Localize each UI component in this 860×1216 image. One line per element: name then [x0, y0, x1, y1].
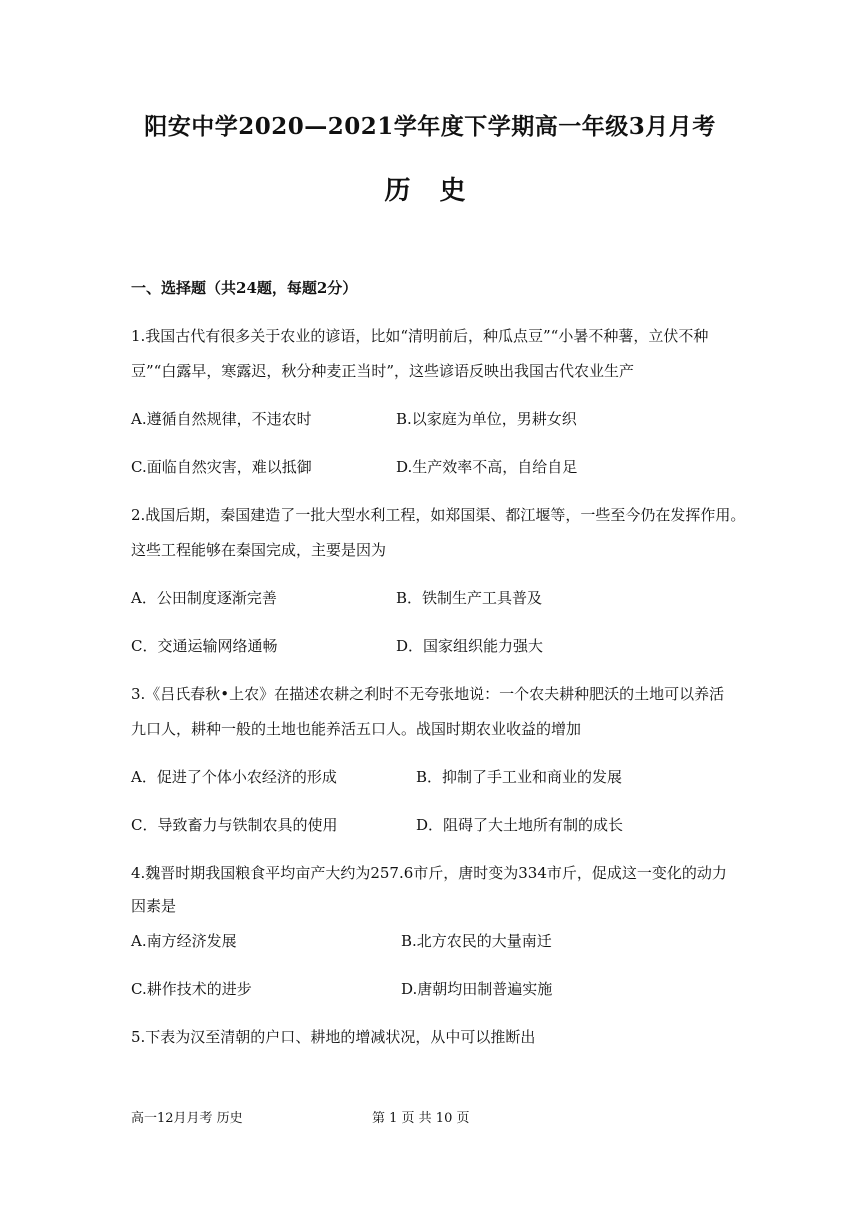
question-2-option-d: D．国家组织能力强大	[396, 637, 544, 655]
question-1-line-1: 1.我国古代有很多关于农业的谚语，比如“清明前后，种瓜点豆”“小暑不种薯，立伏不种	[131, 327, 709, 345]
footer-page-number: 第 1 页 共 10 页	[372, 1111, 470, 1126]
question-1-option-a: A.遵循自然规律，不违农时	[131, 410, 312, 428]
question-3-option-d: D．阻碍了大土地所有制的成长	[416, 816, 624, 834]
question-2-option-b: B．铁制生产工具普及	[396, 589, 543, 607]
question-1-option-b: B.以家庭为单位，男耕女织	[396, 410, 577, 428]
exam-title: 阳安中学2020—2021学年度下学期高一年级3月月考	[144, 113, 716, 140]
question-2-option-a: A．公田制度逐渐完善	[131, 589, 277, 607]
question-1-option-d: D.生产效率不高，自给自足	[396, 458, 578, 476]
question-1-line-2: 豆”“白露早，寒露迟，秋分种麦正当时”，这些谚语反映出我国古代农业生产	[131, 362, 635, 380]
question-1-option-c: C.面临自然灾害，难以抵御	[131, 458, 312, 476]
question-3-line-2: 九口人，耕种一般的土地也能养活五口人。战国时期农业收益的增加	[131, 720, 582, 738]
question-5-line-1: 5.下表为汉至清朝的户口、耕地的增减状况，从中可以推断出	[131, 1028, 536, 1046]
question-3-option-a: A．促进了个体小农经济的形成	[131, 768, 337, 786]
question-2-line-2: 这些工程能够在秦国完成，主要是因为	[131, 541, 387, 559]
question-4-option-a: A.南方经济发展	[131, 932, 237, 950]
subject-title: 历 史	[384, 176, 476, 206]
question-4-option-b: B.北方农民的大量南迁	[401, 932, 552, 950]
question-2-line-1: 2.战国后期，秦国建造了一批大型水利工程，如郑国渠、都江堰等，一些至今仍在发挥作用。	[131, 506, 746, 524]
footer-exam-label: 高一12月月考 历史	[131, 1111, 243, 1126]
question-4-option-c: C.耕作技术的进步	[131, 980, 252, 998]
question-3-option-c: C．导致畜力与铁制农具的使用	[131, 816, 338, 834]
section-heading: 一、选择题（共24题，每题2分）	[131, 279, 358, 297]
question-3-line-1: 3.《吕氏春秋•上农》在描述农耕之利时不无夸张地说：一个农夫耕种肥沃的土地可以养活	[131, 685, 725, 703]
question-4-line-2: 因素是	[131, 897, 177, 915]
question-4-option-d: D.唐朝均田制普遍实施	[401, 980, 553, 998]
question-4-line-1: 4.魏晋时期我国粮食平均亩产大约为257.6市斤，唐时变为334市斤，促成这一变化的动力	[131, 864, 727, 882]
question-3-option-b: B．抑制了手工业和商业的发展	[416, 768, 623, 786]
question-2-option-c: C．交通运输网络通畅	[131, 637, 278, 655]
